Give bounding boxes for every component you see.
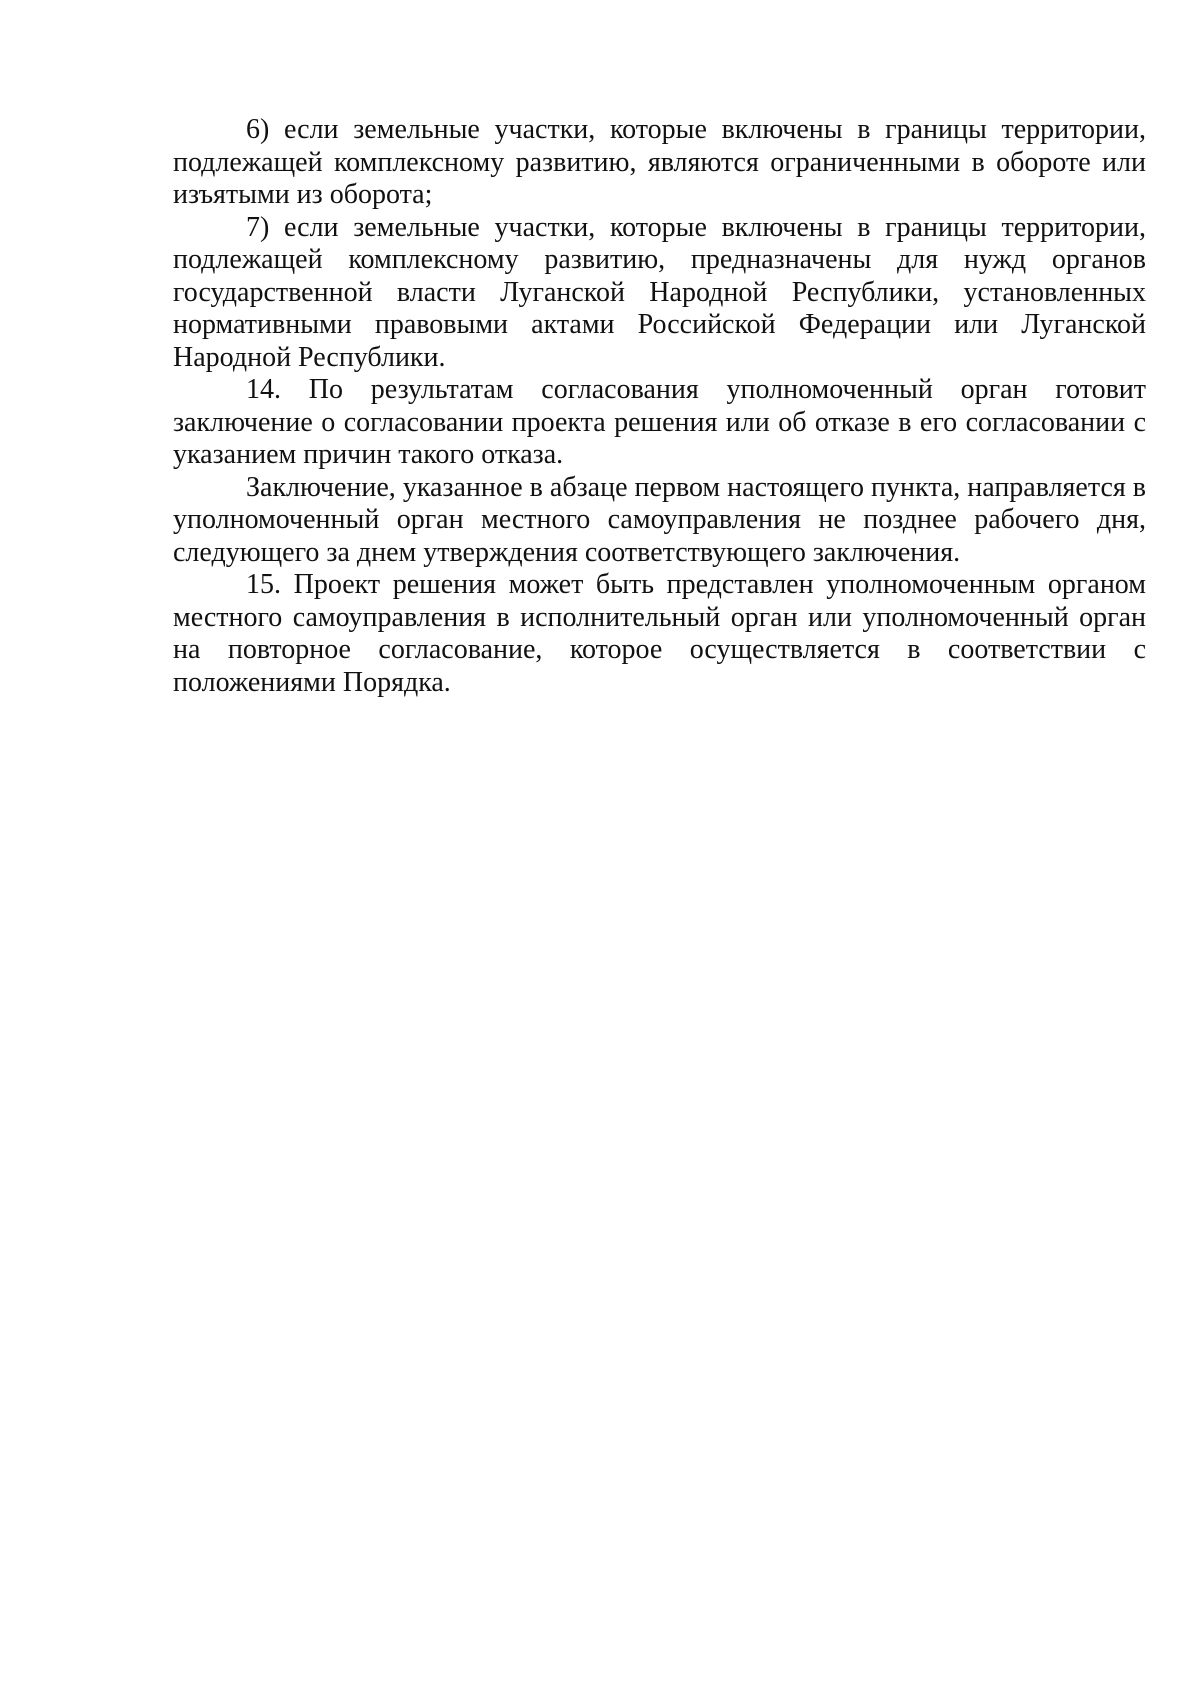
paragraph-text: Заключение, указанное в абзаце первом настоящего пункта, направляется в уполномоченный орган местного самоуправления не позднее рабочего дня, следующего за днем утверждения соответствующего заключения. [173,471,1146,568]
paragraph-item-6 [173,114,1146,212]
paragraph-clause-14 [173,374,1146,472]
paragraph-number: 7) [246,211,270,243]
paragraph-text: если земельные участки, которые включены в границы территории, подлежащей комплексному развитию, являются ограниченными в обороте или изъятыми из оборота; [173,114,1147,210]
paragraph-text: Проект решения может быть представлен уполномоченным органом местного самоуправления в исполнительный орган или уполномоченный орган на повторное согласование, которое осуществляется в соответствии с положениями Порядка. [173,569,1146,698]
paragraph-clause-15 [173,569,1146,699]
paragraph-number: 6) [246,114,270,145]
document-page [173,114,1146,699]
paragraph-number: 15. [246,569,281,600]
paragraph-text: если земельные участки, которые включены в границы территории, подлежащей комплексному развитию, предназначены для нужд органов государственной власти Луганской Народной Республики, установленных нормативными правовыми актами Российской Федерации или Луганской Народной Республики. [173,211,1147,373]
paragraph-text: По результатам согласования уполномоченный орган готовит заключение о согласовании проекта решения или об отказе в его согласовании с указанием причин такого отказа. [173,374,1147,470]
paragraph-item-7 [173,212,1146,375]
paragraph-clause-14-second [173,472,1146,570]
paragraph-number: 14. [246,374,281,405]
